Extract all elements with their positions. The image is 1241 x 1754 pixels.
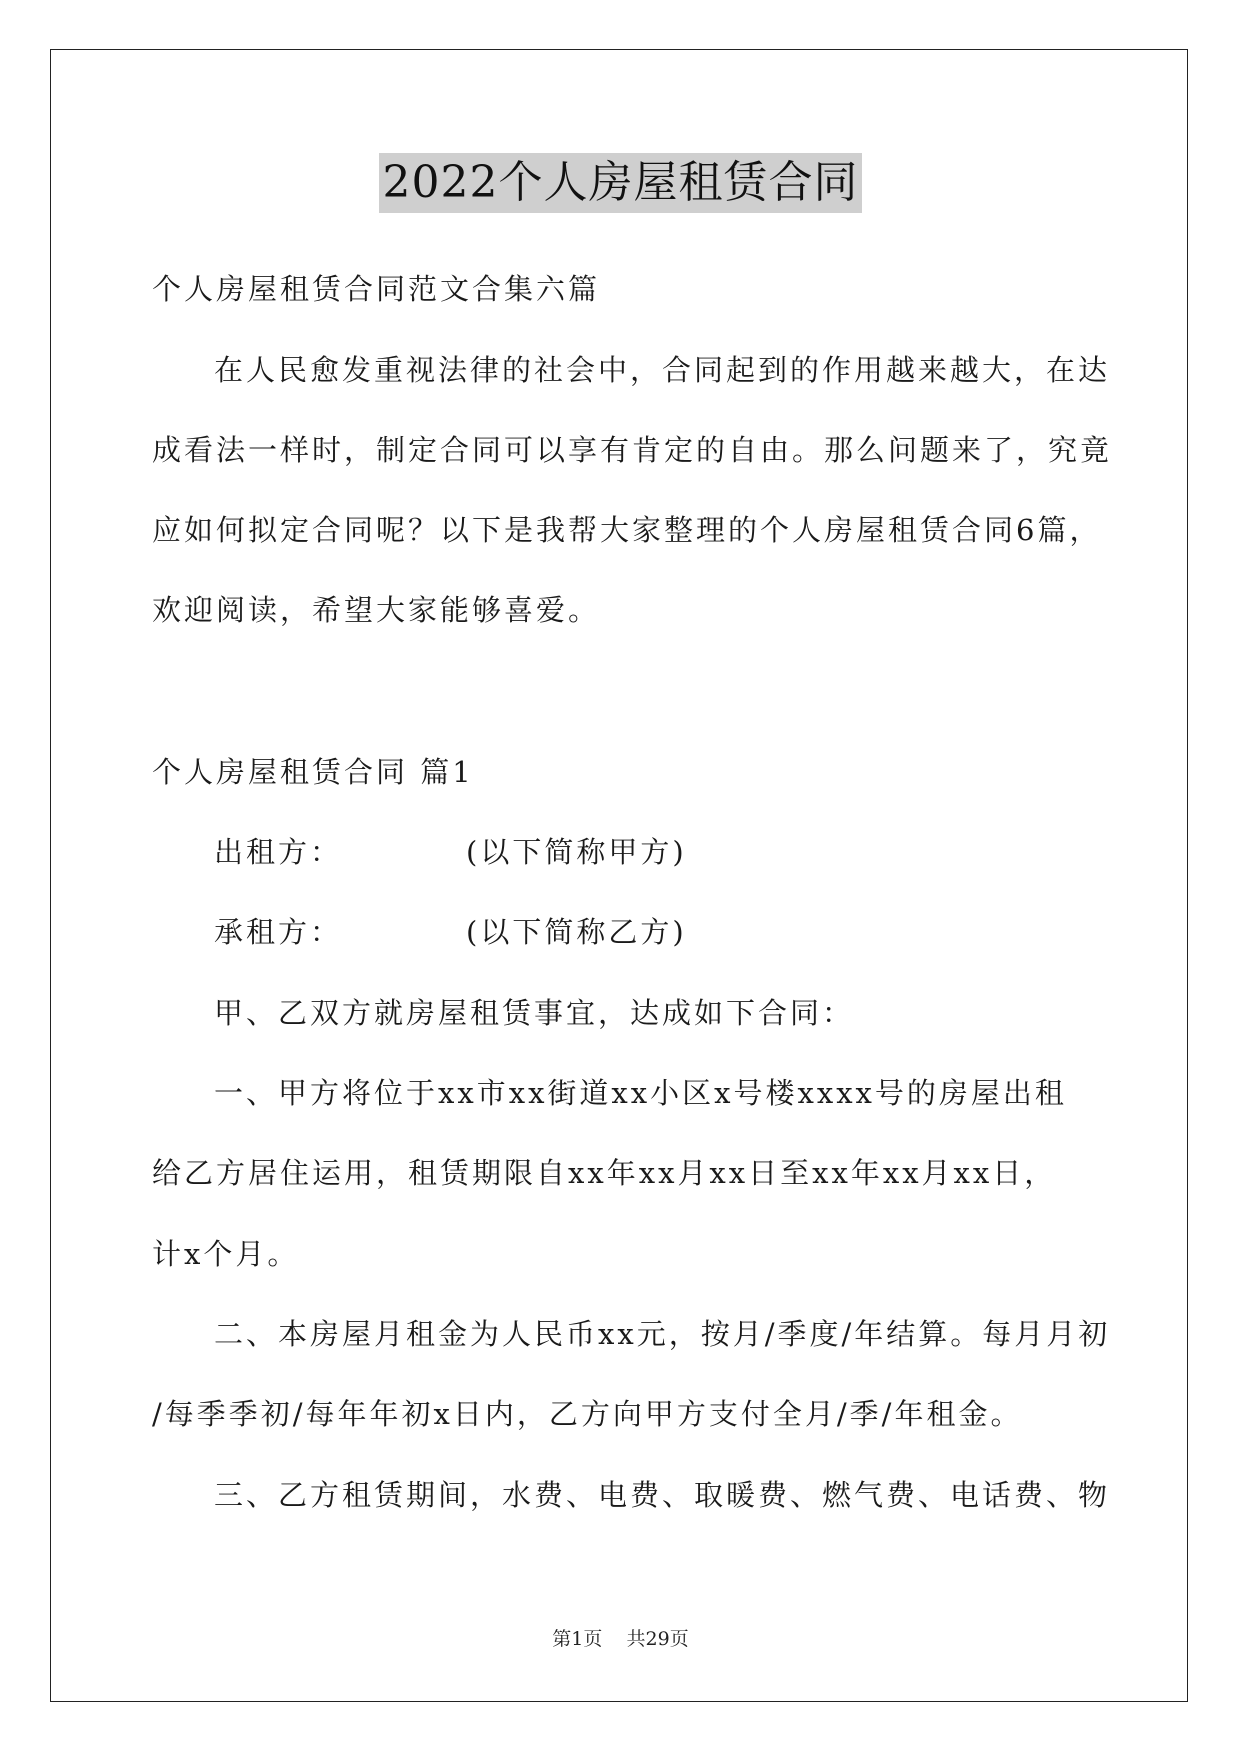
clause-2-line-2: /每季季初/每年年初x日内，乙方向甲方支付全月/季/年租金。 <box>152 1397 1023 1431</box>
clause-1-line-2: 给乙方居住运用，租赁期限自xx年xx月xx日至xx年xx月xx日， <box>152 1156 1057 1190</box>
lessor-label: 出租方： <box>214 835 343 869</box>
clause-1-line-3: 计x个月。 <box>152 1237 300 1271</box>
document-title: 2022个人房屋租赁合同 <box>379 153 863 213</box>
clause-2-line-1: 二、本房屋月租金为人民币xx元，按月/季度/年结算。每月月初 <box>214 1317 1111 1351</box>
lessee-label: 承租方： <box>214 915 343 949</box>
intro-line-2: 成看法一样时，制定合同可以享有肯定的自由。那么问题来了，究竟 <box>152 433 1113 467</box>
agreement-line: 甲、乙双方就房屋租赁事宜，达成如下合同： <box>214 996 855 1030</box>
page-number: 第1页 <box>552 1628 603 1650</box>
lessee-note: (以下简称乙方) <box>466 915 687 949</box>
title-container <box>0 153 1241 213</box>
page-footer <box>0 1626 1241 1652</box>
subtitle: 个人房屋租赁合同范文合集六篇 <box>152 272 601 306</box>
intro-line-1: 在人民愈发重视法律的社会中，合同起到的作用越来越大，在达 <box>214 353 1111 387</box>
intro-line-3: 应如何拟定合同呢？以下是我帮大家整理的个人房屋租赁合同6篇， <box>152 513 1102 547</box>
intro-line-4: 欢迎阅读，希望大家能够喜爱。 <box>152 593 601 627</box>
page-total: 共29页 <box>626 1628 689 1650</box>
clause-3-line-1: 三、乙方租赁期间，水费、电费、取暖费、燃气费、电话费、物 <box>214 1478 1111 1512</box>
clause-1-line-1: 一、甲方将位于xx市xx街道xx小区x号楼xxxx号的房屋出租 <box>214 1076 1067 1110</box>
lessor-note: (以下简称甲方) <box>466 835 687 869</box>
section-heading: 个人房屋租赁合同 篇1 <box>152 755 474 789</box>
